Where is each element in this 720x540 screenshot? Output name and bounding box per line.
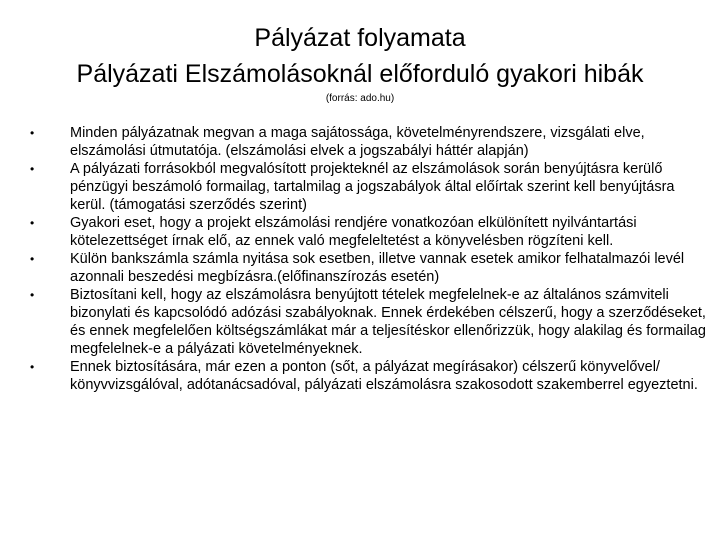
bullet-list xyxy=(30,124,710,394)
bullet-item xyxy=(30,250,710,286)
bullet-text: Ennek biztosítására, már ezen a ponton (sőt, a pályázat megírásakor) célszerű könyvelővel/ könyvvizsgálóval, adótanácsadóval, pályázati elszámolásra szakosodott szakemberrel egyeztetni. xyxy=(70,359,698,393)
title-line-1: Pályázat folyamata xyxy=(254,24,466,52)
slide-title xyxy=(0,20,720,92)
bullet-text: Külön bankszámla számla nyitása sok esetben, illetve vannak esetek amikor felhatalmazói levél azonnali beszedési megbízásra.(előfinanszírozás esetén) xyxy=(70,251,685,285)
bullet-text: Biztosítani kell, hogy az elszámolásra benyújtott tételek megfelelnek-e az általános számviteli bizonylati és kapcsolódó adózási szabályoknak. Ennek érdekében célszerű, hogy a szerződéseket, és ennek megfelelően költségszámlákat már a teljesítéskor ellenőrizzük, hogy alakilag és formailag megfelelnek-e a pályázati követelményeknek. xyxy=(70,287,706,357)
source-note: (forrás: ado.hu) xyxy=(325,93,395,104)
bullet-item xyxy=(30,358,710,394)
bullet-item xyxy=(30,286,710,358)
bullet-icon: • xyxy=(30,288,35,302)
bullet-text: Gyakori eset, hogy a projekt elszámolási rendjére vonatkozóan elkülönített nyilvántartási kötelezettséget írnak elő, az ennek való megfeleltetést a könyvelésben rögzíteni kell. xyxy=(70,215,637,249)
bullet-icon: • xyxy=(30,252,35,266)
bullet-item xyxy=(30,160,710,214)
bullet-icon: • xyxy=(30,216,35,230)
bullet-icon: • xyxy=(30,162,35,176)
bullet-icon: • xyxy=(30,126,35,140)
bullet-icon: • xyxy=(30,360,35,374)
bullet-text: Minden pályázatnak megvan a maga sajátossága, követelményrendszere, vizsgálati elve, elszámolási útmutatója. (elszámolási elvek a jogszabályi háttér alapján) xyxy=(70,125,645,159)
bullet-item xyxy=(30,214,710,250)
bullet-item xyxy=(30,124,710,160)
title-line-2: Pályázati Elszámolásoknál előforduló gyakori hibák xyxy=(76,60,644,88)
bullet-text: A pályázati forrásokból megvalósított projekteknél az elszámolások során benyújtásra kerülő pénzügyi beszámoló formailag, tartalmilag a jogszabályok által előírtak szerint kell benyújtásra kerül. (támogatási szerződés szerint) xyxy=(70,161,675,213)
